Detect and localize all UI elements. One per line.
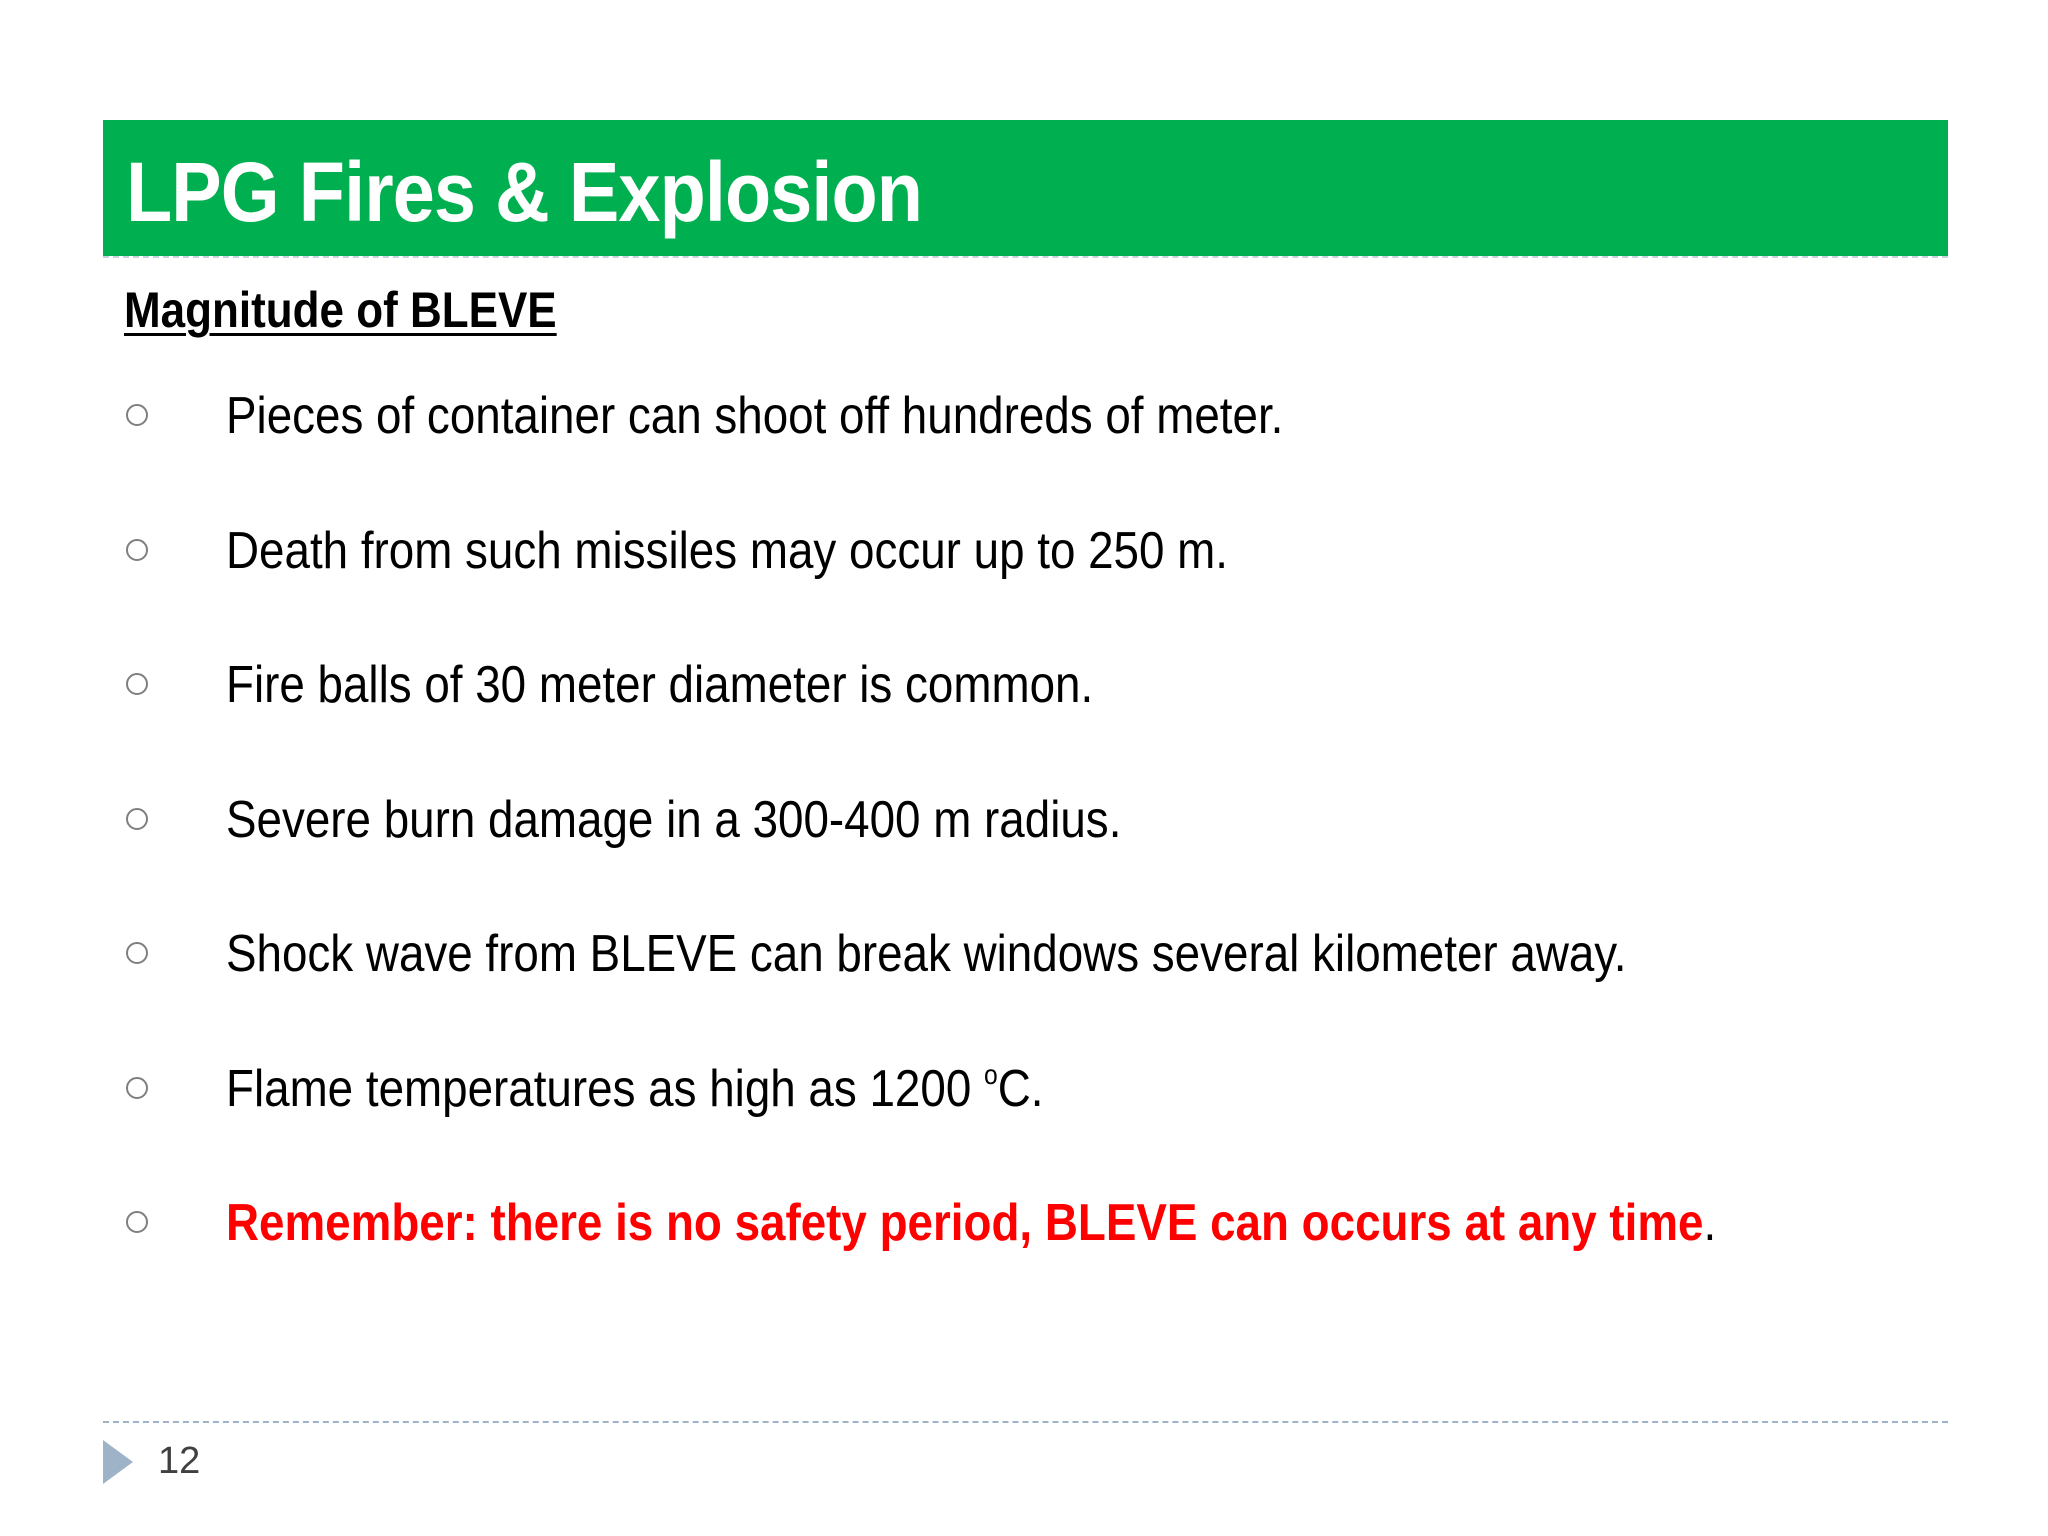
bullet-item: [0, 920, 2048, 1000]
bullet-item: [0, 786, 2048, 866]
temperature-unit: C.: [997, 1060, 1044, 1118]
footer-divider: [103, 1421, 1948, 1423]
hollow-circle-bullet-icon: [126, 539, 148, 561]
bullet-text: Death from such missiles may occur up to 250 m.: [226, 522, 1229, 580]
bullet-item: [0, 1055, 2048, 1135]
bullet-text: Fire balls of 30 meter diameter is common.: [226, 656, 1094, 714]
warning-text: Remember: there is no safety period, BLEVE can occurs at any time: [226, 1194, 1704, 1252]
hollow-circle-bullet-icon: [126, 942, 148, 964]
section-heading: Magnitude of BLEVE: [124, 282, 557, 338]
bullet-text-temperature: [226, 1055, 1043, 1123]
bullet-text: Shock wave from BLEVE can break windows several kilometer away.: [226, 925, 1627, 983]
hollow-circle-bullet-icon: [126, 404, 148, 426]
page-number: 12: [158, 1440, 201, 1482]
bullet-text: Severe burn damage in a 300-400 m radius.: [226, 791, 1122, 849]
bullet-item-warning: [0, 1189, 2048, 1269]
triangle-arrow-icon: [103, 1440, 133, 1484]
bullet-text: Pieces of container can shoot off hundreds of meter.: [226, 387, 1284, 445]
slide-title: LPG Fires & Explosion: [126, 145, 923, 239]
bullet-item: [0, 651, 2048, 731]
hollow-circle-bullet-icon: [126, 1211, 148, 1233]
temperature-text: Flame temperatures as high as 1200: [226, 1060, 984, 1118]
warning-text-line: [226, 1189, 1716, 1257]
bullet-item: [0, 382, 2048, 462]
bullet-item: [0, 517, 2048, 597]
hollow-circle-bullet-icon: [126, 673, 148, 695]
hollow-circle-bullet-icon: [126, 808, 148, 830]
hollow-circle-bullet-icon: [126, 1077, 148, 1099]
degree-superscript: o: [983, 1059, 998, 1090]
warning-period: .: [1703, 1194, 1717, 1252]
